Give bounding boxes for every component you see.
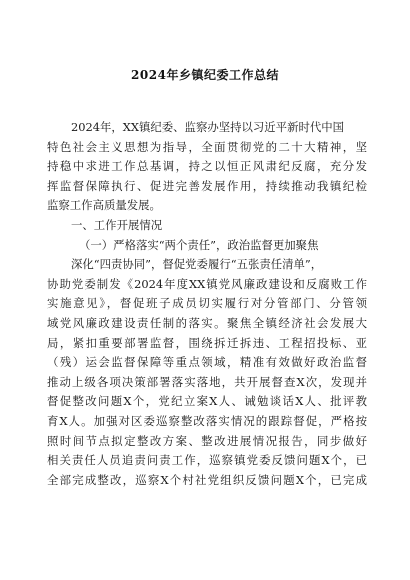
paragraph-line: 实施意见》，督促班子成员切实履行对分管部门、分管领 <box>47 296 367 311</box>
document-body <box>47 118 367 490</box>
paragraph-line: 育X人。加强对区委巡察整改落实情况的跟踪督促，严格按 <box>47 413 367 428</box>
paragraph-line: 挥监督保障执行、促进完善发展作用，持续推动我镇纪检 <box>47 178 367 193</box>
paragraph-line: 特色社会主义思想为指导，全面贯彻党的二十大精神，坚 <box>47 139 367 154</box>
subsection-heading: （一）严格落实“两个责任”，政治监督更加聚焦 <box>79 237 319 252</box>
paragraph-line: 监察工作高质量发展。 <box>47 198 161 213</box>
paragraph-line: 推动上级各项决策部署落实落地，共开展督查X次，发现并 <box>47 374 367 389</box>
paragraph-line: 域党风廉政建设责任制的落实。聚焦全镇经济社会发展大 <box>47 315 367 330</box>
paragraph-line: 全部完成整改，巡察X个村社党组织反馈问题X个，已完成 <box>47 472 367 487</box>
section-heading: 一、工作开展情况 <box>71 217 163 232</box>
document-title: 2024年乡镇纪委工作总结 <box>131 68 279 82</box>
paragraph-line: 照时间节点拟定整改方案、整改进展情况报告，同步做好 <box>47 433 367 448</box>
paragraph-line: 2024年，XX镇纪委、监察办坚持以习近平新时代中国 <box>71 120 345 134</box>
paragraph-line: 深化“四责协同”，督促党委履行“五张责任清单”， <box>71 257 323 272</box>
paragraph-line: 协助党委制发《2024年度XX镇党风廉政建设和反腐败工作 <box>47 276 367 291</box>
paragraph-line: 相关责任人员追责问责工作，巡察镇党委反馈问题X个，已 <box>47 453 367 468</box>
paragraph-line: 持稳中求进工作总基调，持之以恒正风肃纪反腐，充分发 <box>47 159 367 174</box>
paragraph-line: （残）运会监督保障等重点领域，精准有效做好政治监督 <box>47 355 367 370</box>
paragraph-line: 局，紧扣重要部署监督，围绕拆迁拆违、工程招投标、亚 <box>47 335 367 350</box>
paragraph-line: 督促整改问题X个，党纪立案X人、诫勉谈话X人、批评教 <box>47 394 367 409</box>
